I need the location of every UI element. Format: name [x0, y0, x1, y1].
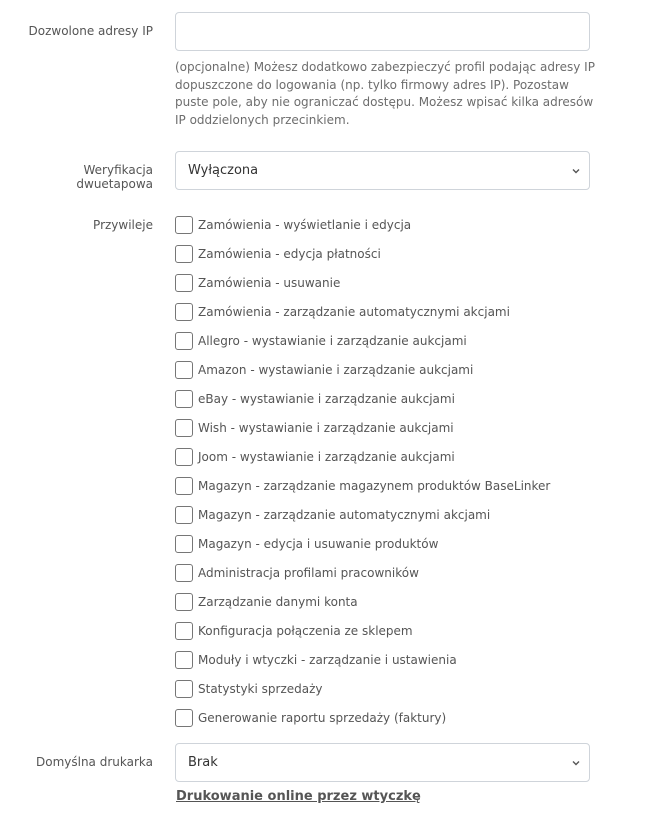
privilege-label: Konfiguracja połączenia ze sklepem: [198, 624, 413, 638]
privilege-label: eBay - wystawianie i zarządzanie aukcjami: [198, 392, 455, 406]
checkbox-unchecked-icon[interactable]: [175, 477, 193, 495]
checkbox-unchecked-icon[interactable]: [175, 651, 193, 669]
checkbox-unchecked-icon[interactable]: [175, 564, 193, 582]
ip-label: Dozwolone adresy IP: [28, 24, 153, 38]
checkbox-unchecked-icon[interactable]: [175, 535, 193, 553]
privilege-label: Wish - wystawianie i zarządzanie aukcjami: [198, 421, 454, 435]
privilege-label: Moduły i wtyczki - zarządzanie i ustawienia: [198, 653, 457, 667]
privilege-label: Zamówienia - edycja płatności: [198, 247, 381, 261]
two-factor-label: [3, 163, 153, 191]
two-factor-select[interactable]: [175, 151, 590, 190]
checkbox-unchecked-icon[interactable]: [175, 332, 193, 350]
two-factor-label-line2: dwuetapowa: [76, 177, 153, 191]
privilege-label: Magazyn - zarządzanie magazynem produktów BaseLinker: [198, 479, 551, 493]
printer-label: Domyślna drukarka: [35, 755, 153, 769]
privilege-label: Magazyn - zarządzanie automatycznymi akcjami: [198, 508, 491, 522]
privileges-label: Przywileje: [93, 218, 153, 232]
online-printing-link[interactable]: Drukowanie online przez wtyczkę: [176, 789, 421, 804]
checkbox-unchecked-icon[interactable]: [175, 274, 193, 292]
privilege-label: Amazon - wystawianie i zarządzanie aukcjami: [198, 363, 474, 377]
checkbox-unchecked-icon[interactable]: [175, 680, 193, 698]
privilege-label: Zarządzanie danymi konta: [198, 595, 358, 609]
printer-select[interactable]: [175, 743, 590, 782]
checkbox-unchecked-icon[interactable]: [175, 361, 193, 379]
privilege-label: Joom - wystawianie i zarządzanie aukcjami: [198, 450, 455, 464]
two-factor-selected-value: Wyłączona: [188, 163, 259, 178]
privilege-label: Magazyn - edycja i usuwanie produktów: [198, 537, 439, 551]
checkbox-unchecked-icon[interactable]: [175, 245, 193, 263]
privilege-label: Zamówienia - usuwanie: [198, 276, 341, 290]
privilege-label: Allegro - wystawianie i zarządzanie aukcjami: [198, 334, 467, 348]
checkbox-unchecked-icon[interactable]: [175, 303, 193, 321]
two-factor-label-line1: Weryfikacja: [83, 163, 153, 177]
checkbox-unchecked-icon[interactable]: [175, 593, 193, 611]
privilege-label: Zamówienia - wyświetlanie i edycja: [198, 218, 412, 232]
privilege-label: Administracja profilami pracowników: [198, 566, 419, 580]
ip-input[interactable]: [175, 12, 590, 51]
checkbox-unchecked-icon[interactable]: [175, 448, 193, 466]
privilege-label: Statystyki sprzedaży: [198, 682, 323, 696]
chevron-down-icon: [571, 758, 581, 768]
checkbox-unchecked-icon[interactable]: [175, 390, 193, 408]
privilege-label: Zamówienia - zarządzanie automatycznymi akcjami: [198, 305, 510, 319]
checkbox-unchecked-icon[interactable]: [175, 419, 193, 437]
checkbox-unchecked-icon[interactable]: [175, 709, 193, 727]
privilege-label: Generowanie raportu sprzedaży (faktury): [198, 711, 447, 725]
checkbox-unchecked-icon[interactable]: [175, 506, 193, 524]
ip-help-text: (opcjonalne) Możesz dodatkowo zabezpieczyć profil podając adresy IP dopuszczone do logowania (np. tylko firmowy adres IP). Pozostaw puste pole, aby nie ograniczać dostępu. Możesz wpisać kilka adresów IP oddzielonych przecinkiem.: [175, 60, 595, 127]
chevron-down-icon: [571, 166, 581, 176]
printer-selected-value: Brak: [188, 755, 218, 770]
checkbox-unchecked-icon[interactable]: [175, 216, 193, 234]
checkbox-unchecked-icon[interactable]: [175, 622, 193, 640]
